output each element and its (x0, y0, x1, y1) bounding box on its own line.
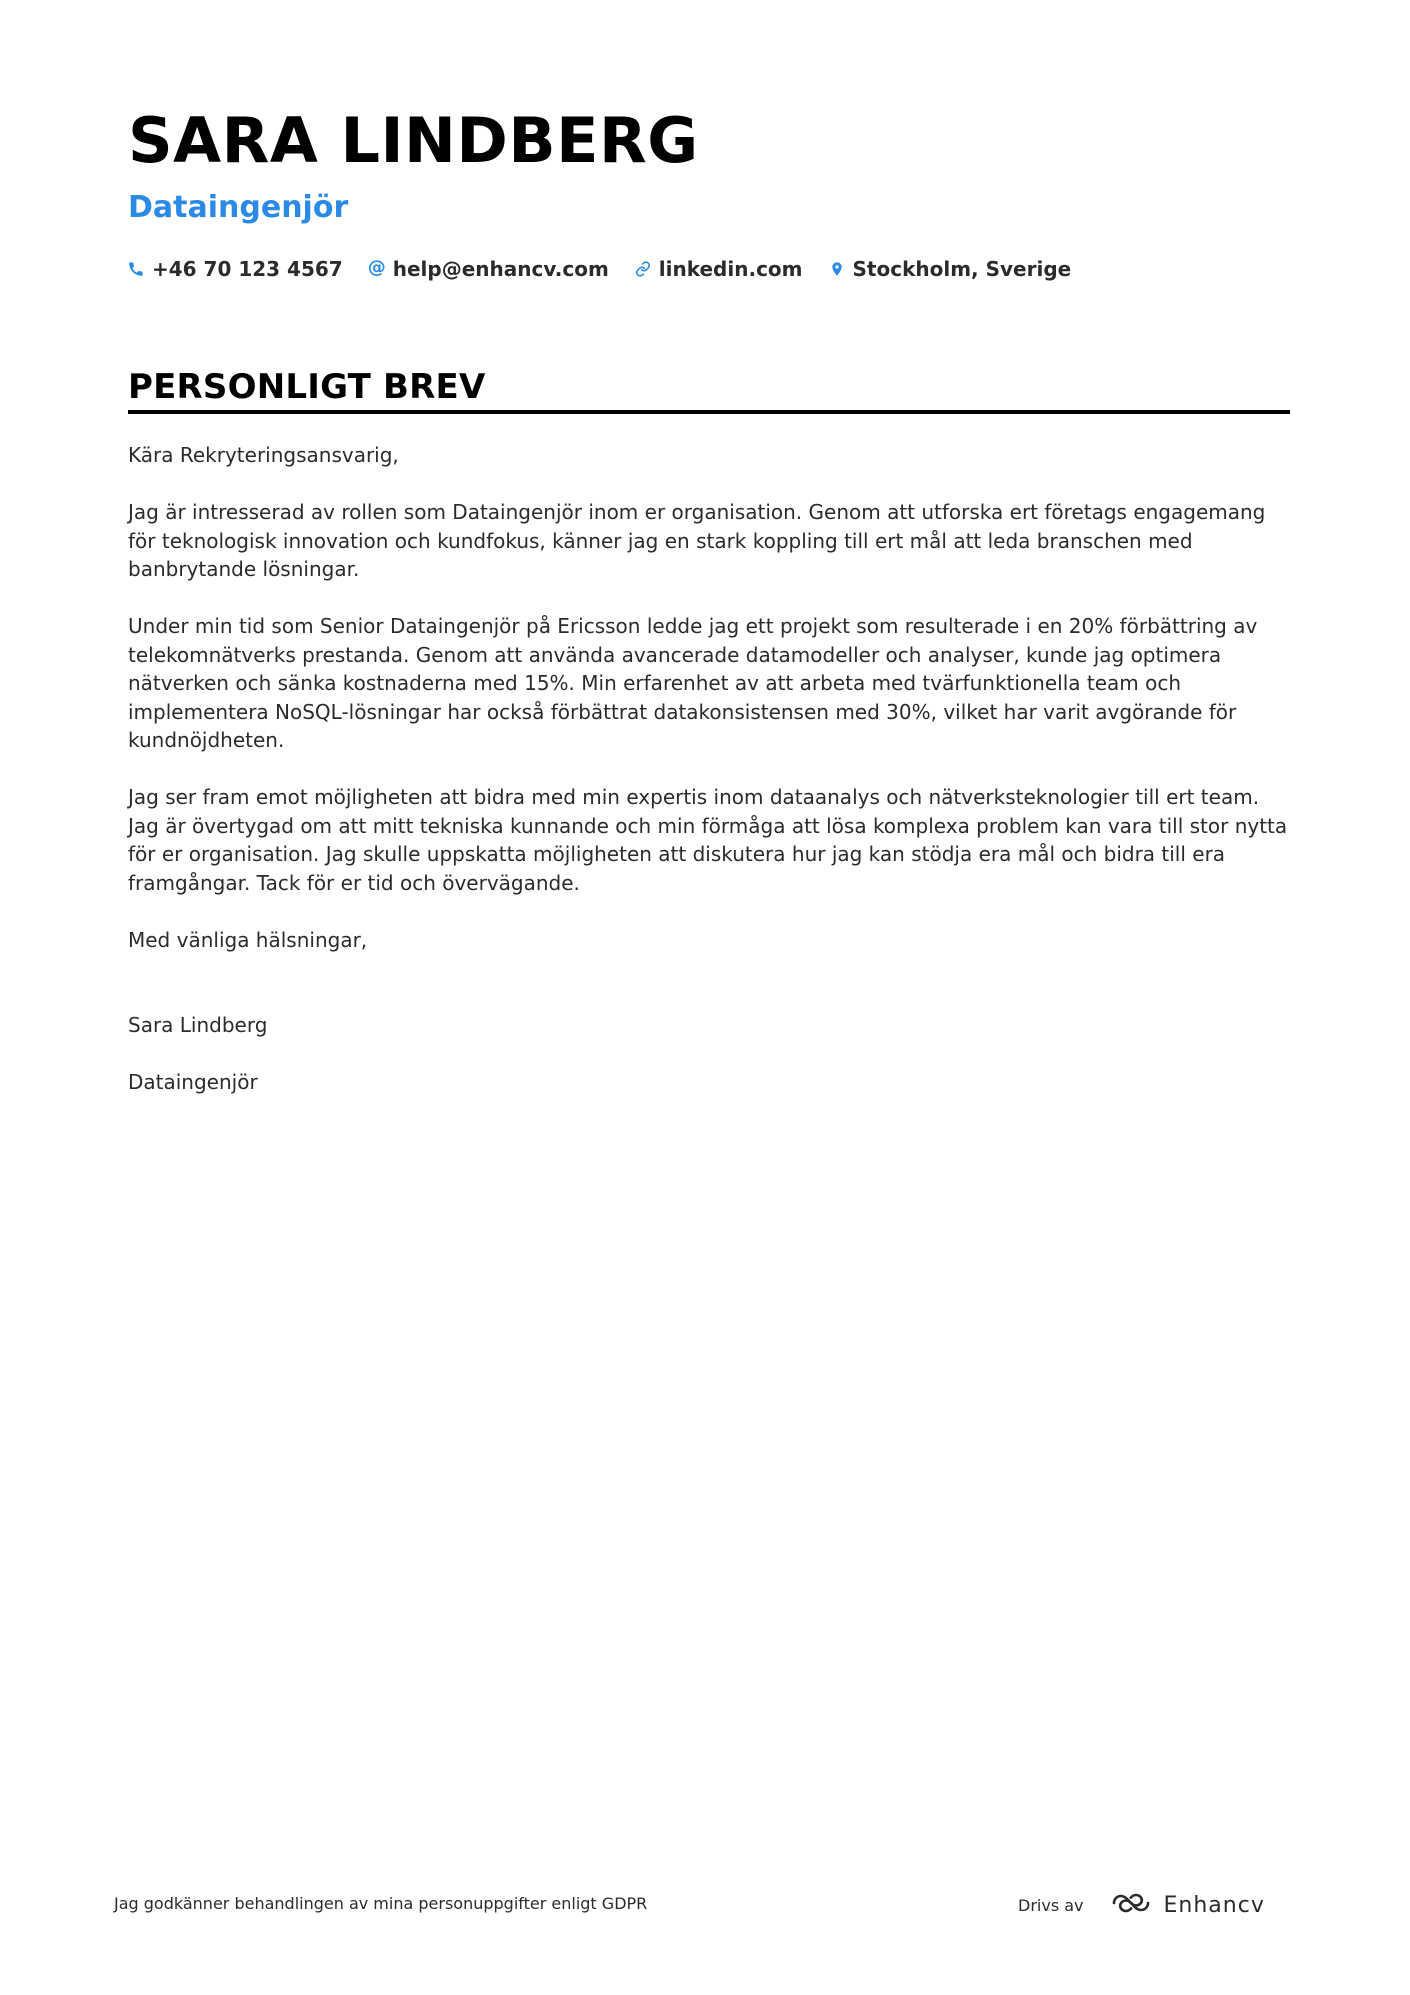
candidate-name: SARA LINDBERG (128, 104, 699, 177)
gdpr-consent-text: Jag godkänner behandlingen av mina personuppgifter enligt GDPR (114, 1894, 648, 1913)
candidate-role: Dataingenjör (128, 190, 349, 225)
letter-paragraph: Jag ser fram emot möjligheten att bidra med min expertis inom dataanalys och nätverksteknologier till ert team. Jag är övertygad om att mitt tekniska kunnande och min förmåga att lösa komplexa problem kan vara till stor nytta för er organisation. Jag skulle uppskatta möjligheten att diskutera hur jag kan stödja era mål och bidra till era framgångar. Tack för er tid och övervägande. (128, 785, 1288, 895)
letter-paragraph: Jag är intresserad av rollen som Dataingenjör inom er organisation. Genom att utforska ert företags engagemang för teknologisk innovation och kundfokus, känner jag en stark koppling till ert mål att leda branschen med banbrytande lösningar. (128, 500, 1266, 581)
contact-linkedin-text: linkedin.com (658, 257, 803, 281)
contact-location-text: Stockholm, Sverige (852, 257, 1072, 281)
phone-icon (128, 260, 144, 278)
signature-name: Sara Lindberg (128, 1012, 268, 1037)
contact-location[interactable] (829, 257, 1072, 281)
enhancv-logo-icon (1108, 1890, 1154, 1921)
section-title: PERSONLIGT BREV (128, 367, 486, 407)
closing-spacer (128, 983, 1290, 1011)
section-divider (128, 410, 1290, 414)
letter-body (128, 441, 1290, 1125)
contact-row (128, 256, 1071, 282)
link-icon (635, 260, 651, 278)
enhancv-wordmark: Enhancv (1163, 1892, 1265, 1918)
letter-closing: Med vänliga hälsningar, (128, 927, 368, 952)
letter-paragraph: Under min tid som Senior Dataingenjör på Ericsson ledde jag ett projekt som resulterade i en 20% förbättring av telekomnätverks prestanda. Genom att använda avancerade datamodeller och analyser, kunde jag optimera nätverken och sänka kostnaderna med 15%. Min erfarenhet av att arbeta med tvärfunktionella team och implementera NoSQL-lösningar har också förbättrat datakonsistensen med 30%, vilket har varit avgörande för kundnöjdheten. (128, 614, 1258, 752)
contact-email[interactable] (369, 257, 609, 281)
contact-phone[interactable] (128, 257, 343, 281)
signature-title: Dataingenjör (128, 1069, 258, 1094)
location-icon (829, 260, 845, 278)
at-glyph: @ (367, 257, 386, 278)
contact-linkedin[interactable] (635, 257, 803, 281)
letter-salutation: Kära Rekryteringsansvarig, (128, 443, 399, 467)
contact-email-text: help@enhancv.com (392, 257, 609, 281)
at-icon (367, 257, 386, 278)
powered-by (1018, 1888, 1265, 1922)
powered-by-label: Drivs av (1018, 1895, 1084, 1915)
enhancv-brand[interactable] (1108, 1890, 1265, 1921)
contact-phone-text: +46 70 123 4567 (152, 257, 343, 281)
